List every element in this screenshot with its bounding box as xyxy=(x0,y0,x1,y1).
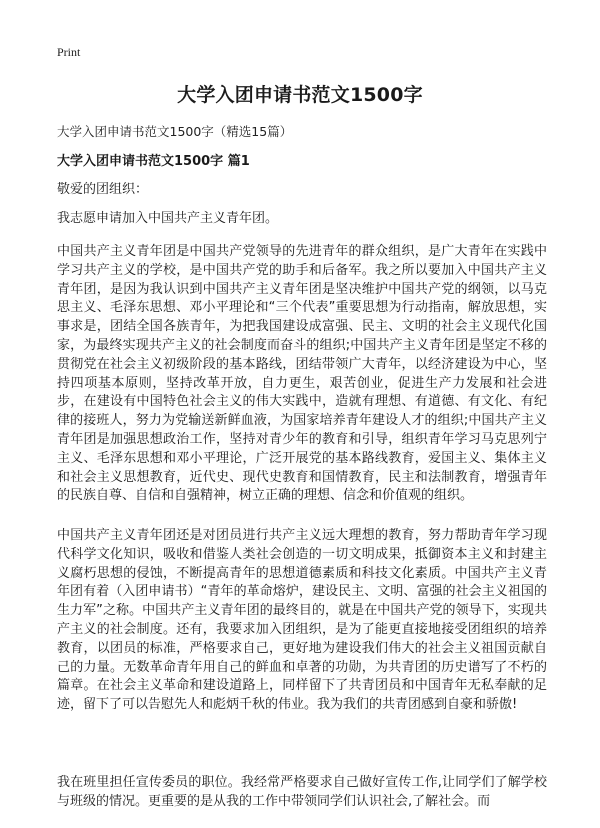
greeting-text: 敬爱的团组织： xyxy=(57,182,149,197)
body-paragraph-1: 中国共产主义青年团是中国共产党领导的先进青年的群众组织，是广大青年在实践中学习共产主义的学校，是中国共产党的助手和后备军。我之所以要加入中国共产主义青年团，是因为我认识到中国共产主义青年团是坚决维护中国共产党的纲领，以马克思主义、毛泽东思想、邓小平理论和“三个代表”重要思想为行动指南，解放思想，实事求是，团结全国各族青年，为把我国建设成富强、民主、文明的社会主义现代化国家，为最终实现共产主义的社会制度而奋斗的组织;中国共产主义青年团是坚定不移的贯彻党在社会主义初级阶段的基本路线，团结带领广大青年，以经济建设为中心，坚持四项基本原则，坚持改革开放，自力更生，艰苦创业，促进生产力发展和社会进步，在建设有中国特色社会主义的伟大实践中，造就有理想、有道德、有文化、有纪律的接班人，努力为党输送新鲜血液，为国家培养青年建设人才的组织;中国共产主义青年团是加强思想政治工作，坚持对青少年的教育和引导，组织青年学习马克思列宁主义、毛泽东思想和邓小平理论，广泛开展党的基本路线教育，爱国主义、集体主义和社会主义思想教育，近代史、现代史教育和国情教育，民主和法制教育，增强青年的民族自尊、自信和自强精神，树立正确的理想、信念和价值观的组织。 xyxy=(57,244,547,504)
intent-text: 我志愿申请加入中国共产主义青年团。 xyxy=(57,211,279,226)
section-heading: 大学入团申请书范文1500字 篇1 xyxy=(57,154,250,169)
document-title: 大学入团申请书范文1500字 xyxy=(177,84,423,106)
print-link[interactable]: Print xyxy=(57,45,81,59)
body-paragraph-2: 中国共产主义青年团还是对团员进行共产主义远大理想的教育，努力帮助青年学习现代科学文化知识，吸收和借鉴人类社会创造的一切文明成果，抵御资本主义和封建主义腐朽思想的侵蚀，不断提高青年的思想道德素质和科技文化素质。中国共产主义青年团有着（入团申请书）“青年的革命熔炉，建设民主、文明、富强的社会主义祖国的生力军”之称。中国共产主义青年团的最终目的，就是在中国共产党的领导下，实现共产主义的社会制度。还有，我要求加入团组织，是为了能更直接地接受团组织的培养教育，以团员的标准，严格要求自己，更好地为建设我们伟大的社会主义祖国贡献自己的力量。无数革命青年用自己的鲜血和卓著的功勋，为共青团的历史谱写了不朽的篇章。在社会主义革命和建设道路上，同样留下了共青团员和中国青年无私奉献的足迹，留下了可以告慰先人和彪炳千秋的伟业。我为我们的共青团感到自豪和骄傲! xyxy=(57,528,547,713)
document-subtitle: 大学入团申请书范文1500字（精选15篇） xyxy=(57,124,293,139)
body-paragraph-3: 我在班里担任宣传委员的职位。我经常严格要求自己做好宣传工作,让同学们了解学校与班级的情况。更重要的是从我的工作中带领同学们认识社会,了解社会。而 xyxy=(57,775,547,809)
